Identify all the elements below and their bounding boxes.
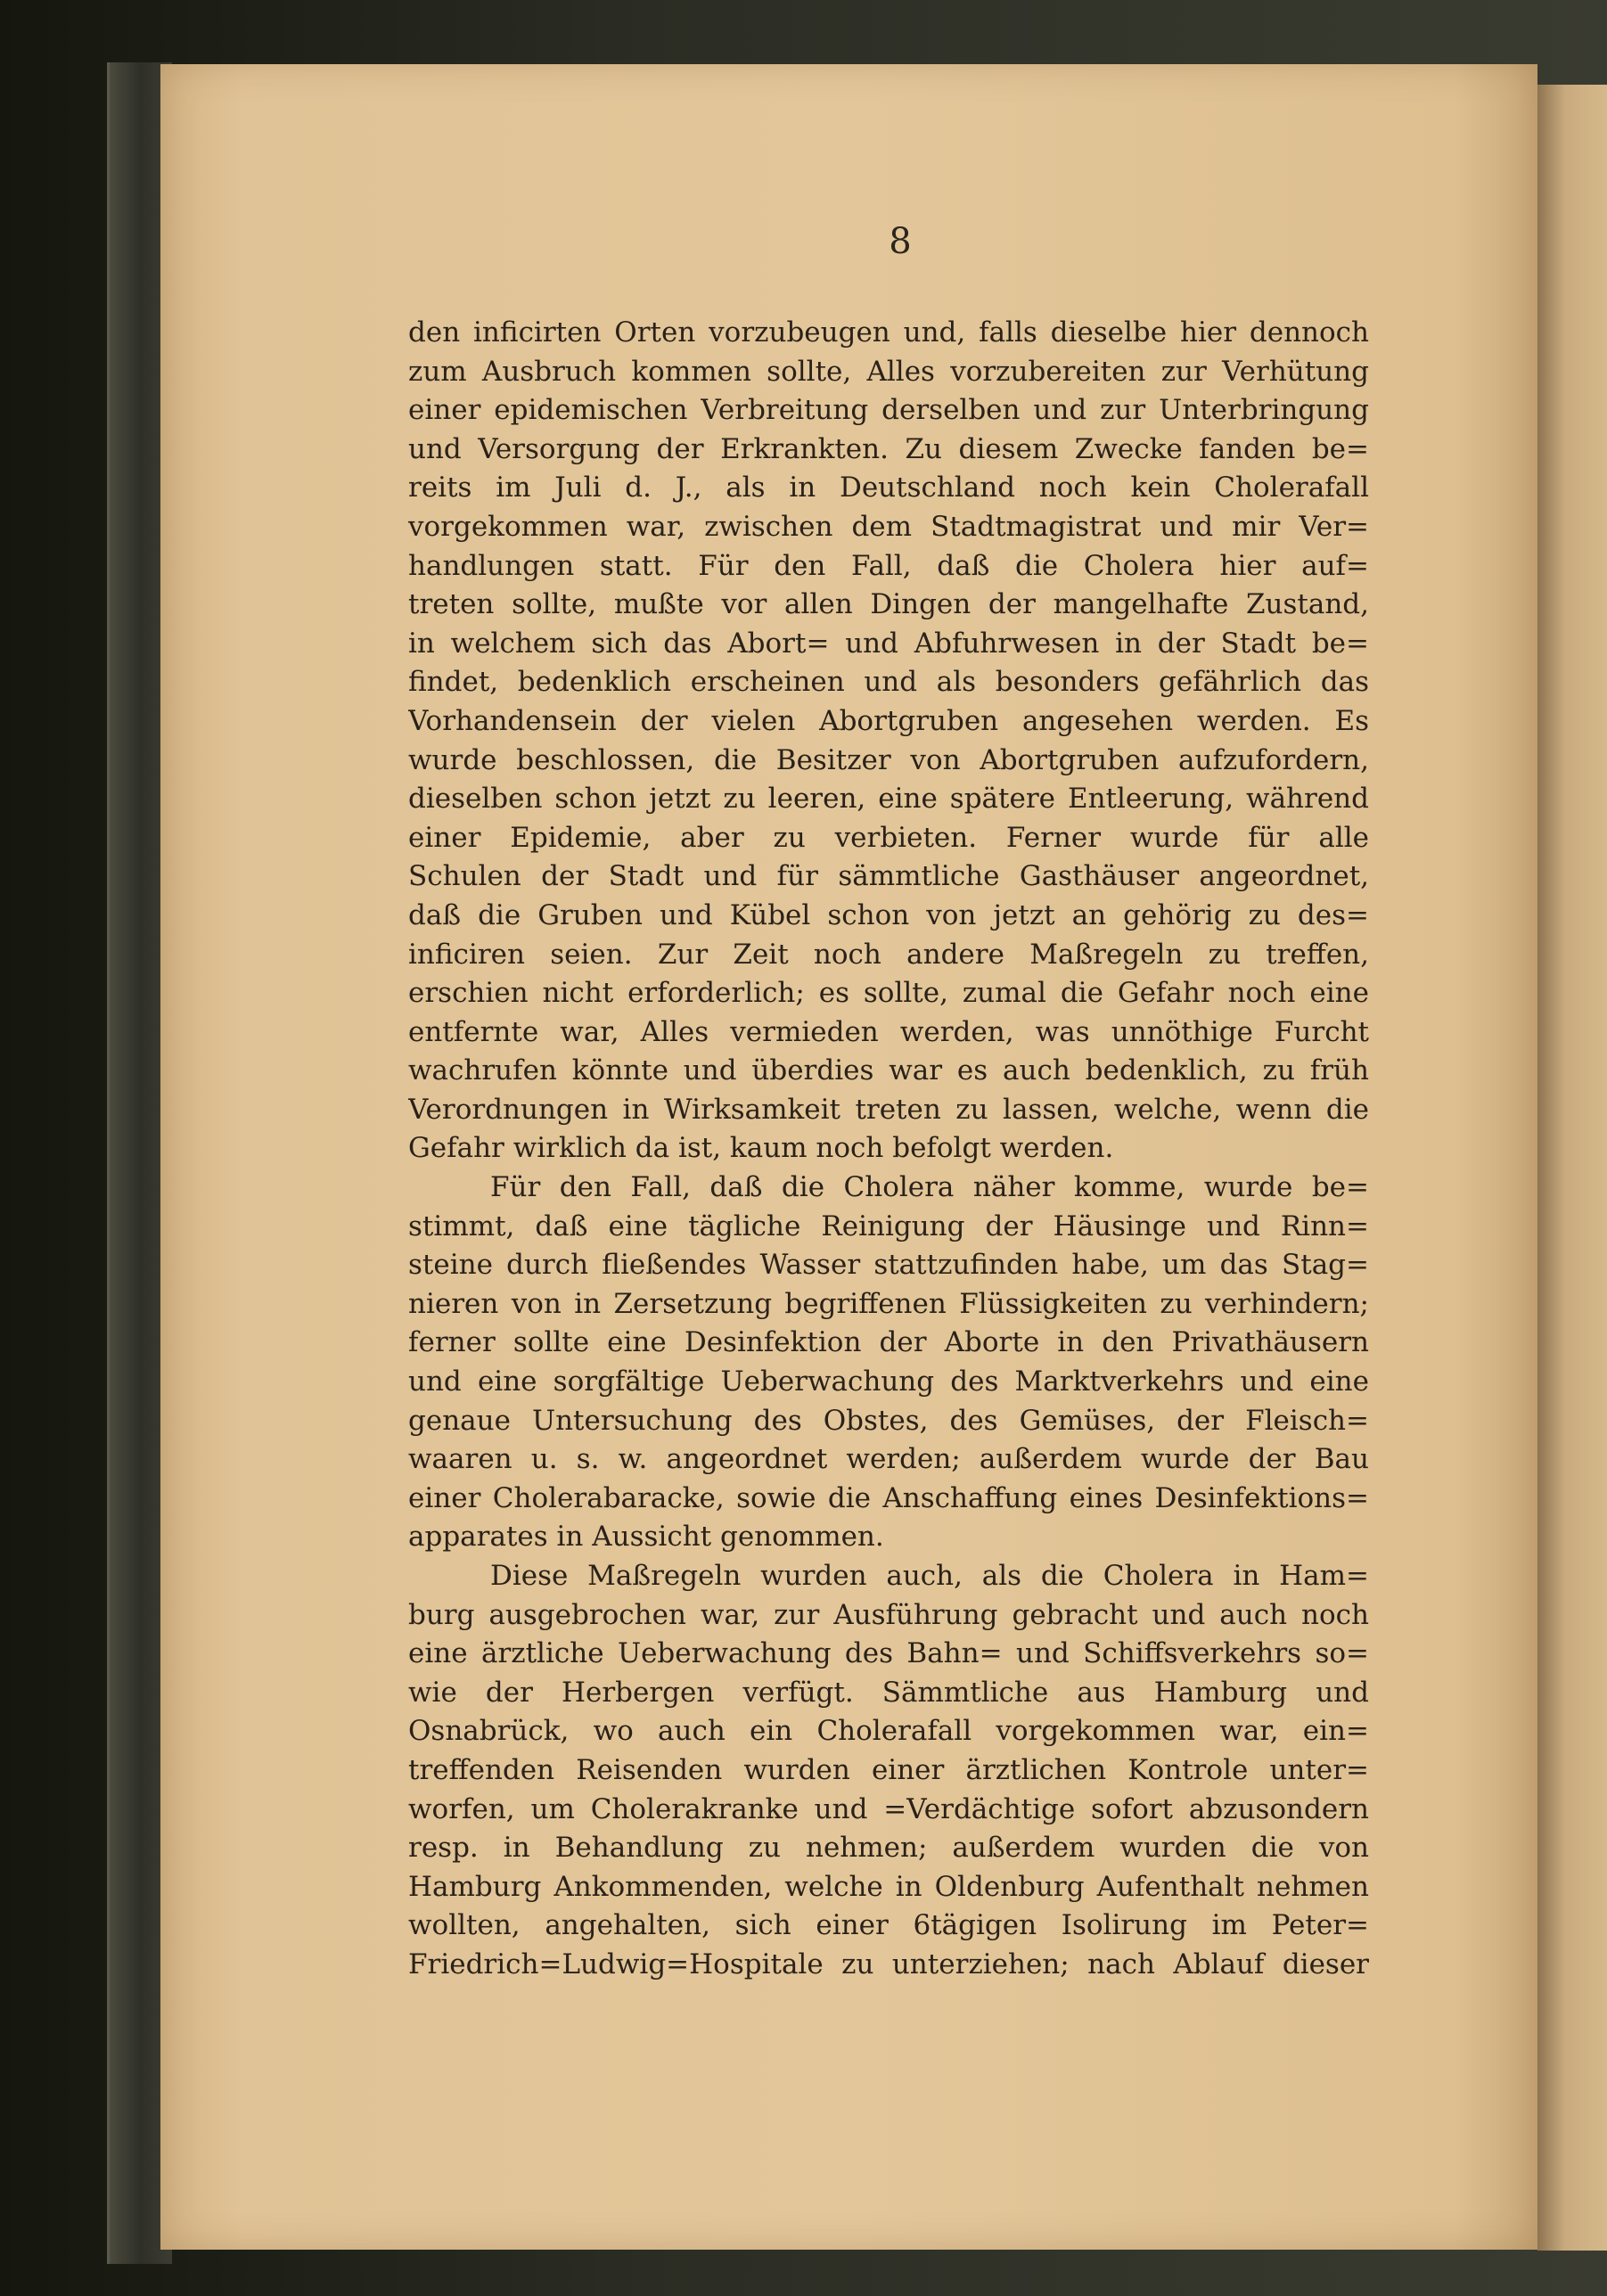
text-line: handlungen statt. Für den Fall, daß die Cholera hier auf= <box>408 549 1369 582</box>
text-line: in welchem sich das Abort= und Abfuhrwesen in der Stadt be= <box>408 627 1369 660</box>
text-line: inficiren seien. Zur Zeit noch andere Maßregeln zu treffen, <box>408 938 1369 971</box>
text-line: stimmt, daß eine tägliche Reinigung der Häusinge und Rinn= <box>408 1210 1369 1242</box>
facing-page-edge <box>1537 85 1607 2251</box>
text-line: Verordnungen in Wirksamkeit treten zu lassen, welche, wenn die <box>408 1093 1369 1126</box>
text-line: steine durch fließendes Wasser stattzufinden habe, um das Stag= <box>408 1249 1369 1282</box>
paragraph-start-line: Für den Fall, daß die Cholera näher komme, wurde be= <box>490 1171 1369 1204</box>
text-line: nieren von in Zersetzung begriffenen Flüssigkeiten zu verhindern; <box>408 1287 1369 1320</box>
text-line: den inficirten Orten vorzubeugen und, falls dieselbe hier dennoch <box>408 316 1369 348</box>
text-line: entfernte war, Alles vermieden werden, was unnöthige Furcht <box>408 1015 1369 1048</box>
text-line: genaue Untersuchung des Obstes, des Gemüses, der Fleisch= <box>408 1404 1369 1437</box>
text-line: treffenden Reisenden wurden einer ärztlichen Kontrole unter= <box>408 1753 1369 1786</box>
text-line: und Versorgung der Erkrankten. Zu diesem Zwecke fanden be= <box>408 432 1369 465</box>
text-line: findet, bedenklich erscheinen und als besonders gefährlich das <box>408 666 1369 699</box>
text-line: einer epidemischen Verbreitung derselben und zur Unterbringung <box>408 394 1369 427</box>
text-line: Schulen der Stadt und für sämmtliche Gasthäuser angeordnet, <box>408 860 1369 893</box>
text-line: eine ärztliche Ueberwachung des Bahn= und Schiffsverkehrs so= <box>408 1637 1369 1670</box>
paragraph-start-line: Diese Maßregeln wurden auch, als die Cholera in Ham= <box>490 1560 1369 1592</box>
text-line: einer Cholerabaracke, sowie die Anschaffung eines Desinfektions= <box>408 1481 1369 1514</box>
text-line: worfen, um Cholerakranke und =Verdächtige sofort abzusondern <box>408 1792 1369 1825</box>
text-line: reits im Juli d. J., als in Deutschland noch kein Cholerafall <box>408 472 1369 504</box>
text-line: zum Ausbruch kommen sollte, Alles vorzubereiten zur Verhütung <box>408 355 1369 388</box>
text-line: waaren u. s. w. angeordnet werden; außerdem wurde der Bau <box>408 1443 1369 1476</box>
text-line: erschien nicht erforderlich; es sollte, zumal die Gefahr noch eine <box>408 977 1369 1010</box>
text-line: wurde beschlossen, die Besitzer von Abortgruben aufzufordern, <box>408 743 1369 776</box>
text-line: vorgekommen war, zwischen dem Stadtmagistrat und mir Ver= <box>408 510 1369 543</box>
page-text-block <box>408 314 1369 1985</box>
text-line: wachrufen könnte und überdies war es auch bedenklich, zu früh <box>408 1054 1369 1087</box>
text-line: Friedrich=Ludwig=Hospitale zu unterziehen; nach Ablauf dieser <box>408 1948 1369 1980</box>
page-number: 8 <box>889 221 912 262</box>
text-line: ferner sollte eine Desinfektion der Aborte in den Privathäusern <box>408 1326 1369 1359</box>
text-line: treten sollte, mußte vor allen Dingen der mangelhafte Zustand, <box>408 588 1369 621</box>
text-line: Osnabrück, wo auch ein Cholerafall vorgekommen war, ein= <box>408 1715 1369 1748</box>
text-line: daß die Gruben und Kübel schon von jetzt an gehörig zu des= <box>408 898 1369 931</box>
text-line: resp. in Behandlung zu nehmen; außerdem wurden die von <box>408 1832 1369 1865</box>
text-line: wie der Herbergen verfügt. Sämmtliche aus Hamburg und <box>408 1676 1369 1709</box>
paragraph-end-line: Gefahr wirklich da ist, kaum noch befolgt werden. <box>408 1132 1114 1165</box>
text-line: einer Epidemie, aber zu verbieten. Ferner wurde für alle <box>408 821 1369 854</box>
text-line: wollten, angehalten, sich einer 6tägigen Isolirung im Peter= <box>408 1909 1369 1942</box>
text-line: Vorhandensein der vielen Abortgruben angesehen werden. Es <box>408 704 1369 737</box>
text-line: und eine sorgfältige Ueberwachung des Marktverkehrs und eine <box>408 1365 1369 1398</box>
text-line: Hamburg Ankommenden, welche in Oldenburg Aufenthalt nehmen <box>408 1870 1369 1903</box>
text-line: burg ausgebrochen war, zur Ausführung gebracht und auch noch <box>408 1598 1369 1631</box>
paragraph-end-line: apparates in Aussicht genommen. <box>408 1521 884 1554</box>
text-line: dieselben schon jetzt zu leeren, eine spätere Entleerung, während <box>408 783 1369 816</box>
